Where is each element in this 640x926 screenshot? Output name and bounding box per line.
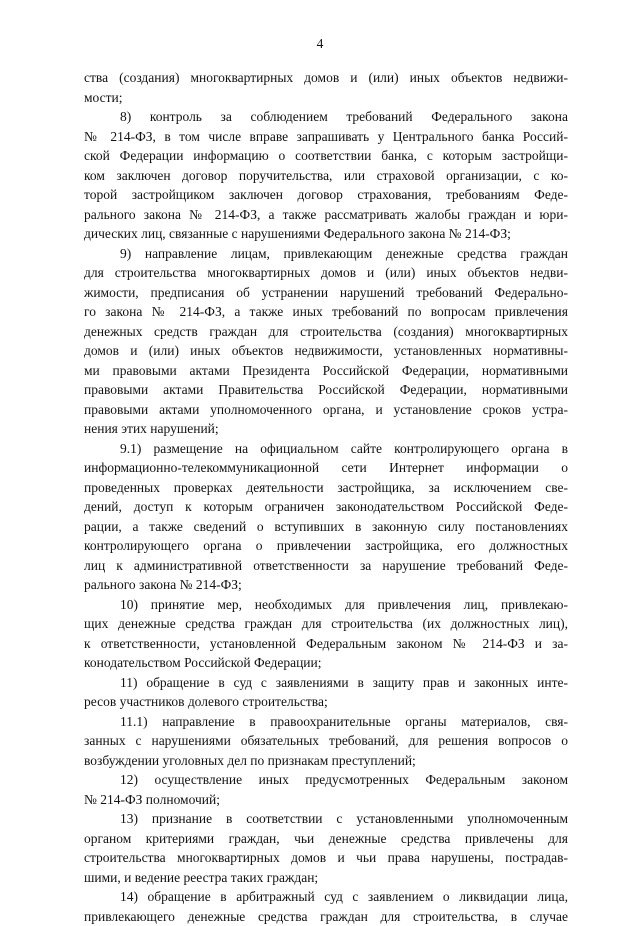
text-line: 11.1) направление в правоохранительные органы материалов, свя-: [84, 712, 568, 732]
text-line: возбуждении уголовных дел по признакам преступлений;: [84, 751, 568, 771]
text-line: конодательством Российской Федерации;: [84, 653, 568, 673]
text-line: нения этих нарушений;: [84, 419, 568, 439]
text-line: денежных средств граждан для строительства (создания) многоквартирных: [84, 322, 568, 342]
text-line: 9) направление лицам, привлекающим денежные средства граждан: [84, 244, 568, 264]
text-line: ком заключен договор поручительства, или страховой организации, с ко-: [84, 166, 568, 186]
text-line: рального закона № 214-ФЗ;: [84, 575, 568, 595]
text-line: домов и (или) иных объектов недвижимости, установленных нормативны-: [84, 341, 568, 361]
text-line: занных с нарушениями обязательных требований, для решения вопросов о: [84, 731, 568, 751]
text-line: к ответственности, установленной Федеральным законом № 214-ФЗ и за-: [84, 634, 568, 654]
text-line: органом критериями граждан, чьи денежные средства привлечены для: [84, 829, 568, 849]
page-number: 4: [0, 36, 640, 52]
text-line: правовыми актами Правительства Российской Федерации, нормативными: [84, 380, 568, 400]
text-line: жимости, предписания об устранении нарушений требований Федерально-: [84, 283, 568, 303]
text-line: 13) признание в соответствии с установленными уполномоченным: [84, 809, 568, 829]
text-line: проведенных проверках деятельности застройщика, за исключением све-: [84, 478, 568, 498]
text-line: ми правовыми актами Президента Российской Федерации, нормативными: [84, 361, 568, 381]
text-line: дических лиц, связанные с нарушениями Федерального закона № 214-ФЗ;: [84, 224, 568, 244]
text-line: рального закона № 214-ФЗ, а также рассматривать жалобы граждан и юри-: [84, 205, 568, 225]
text-line: № 214-ФЗ, в том числе вправе запрашивать у Центрального банка Россий-: [84, 127, 568, 147]
text-line: контролирующего органа о привлечении застройщика, его должностных: [84, 536, 568, 556]
text-line: 12) осуществление иных предусмотренных Федеральным законом: [84, 770, 568, 790]
text-line: строительства многоквартирных домов и чьи права нарушены, пострадав-: [84, 848, 568, 868]
text-line: рации, а также сведений о вступивших в законную силу постановлениях: [84, 517, 568, 537]
text-line: дений, доступ к которым ограничен законодательством Российской Феде-: [84, 497, 568, 517]
text-line: мости;: [84, 88, 568, 108]
text-line: правовыми актами уполномоченного органа, и установление сроков устра-: [84, 400, 568, 420]
text-line: ресов участников долевого строительства;: [84, 692, 568, 712]
text-line: 9.1) размещение на официальном сайте контролирующего органа в: [84, 439, 568, 459]
text-line: шими, и ведение реестра таких граждан;: [84, 868, 568, 888]
text-line: 11) обращение в суд с заявлениями в защиту прав и законных инте-: [84, 673, 568, 693]
text-line: привлекающего денежные средства граждан для строительства, в случае: [84, 907, 568, 926]
text-line: для строительства многоквартирных домов и (или) иных объектов недви-: [84, 263, 568, 283]
text-line: 8) контроль за соблюдением требований Федерального закона: [84, 107, 568, 127]
text-line: торой застройщиком заключен договор страхования, требованиям Феде-: [84, 185, 568, 205]
text-line: ства (создания) многоквартирных домов и (или) иных объектов недвижи-: [84, 68, 568, 88]
text-line: 10) принятие мер, необходимых для привлечения лиц, привлекаю-: [84, 595, 568, 615]
document-body: [84, 68, 568, 926]
text-line: го закона № 214-ФЗ, а также иных требований по вопросам привлечения: [84, 302, 568, 322]
text-line: № 214-ФЗ полномочий;: [84, 790, 568, 810]
text-line: лиц к административной ответственности за нарушение требований Феде-: [84, 556, 568, 576]
text-line: информационно-телекоммуникационной сети Интернет информации о: [84, 458, 568, 478]
text-line: ской Федерации информацию о соответствии банка, с которым застройщи-: [84, 146, 568, 166]
text-line: щих денежные средства граждан для строительства (их должностных лиц),: [84, 614, 568, 634]
text-line: 14) обращение в арбитражный суд с заявлением о ликвидации лица,: [84, 887, 568, 907]
